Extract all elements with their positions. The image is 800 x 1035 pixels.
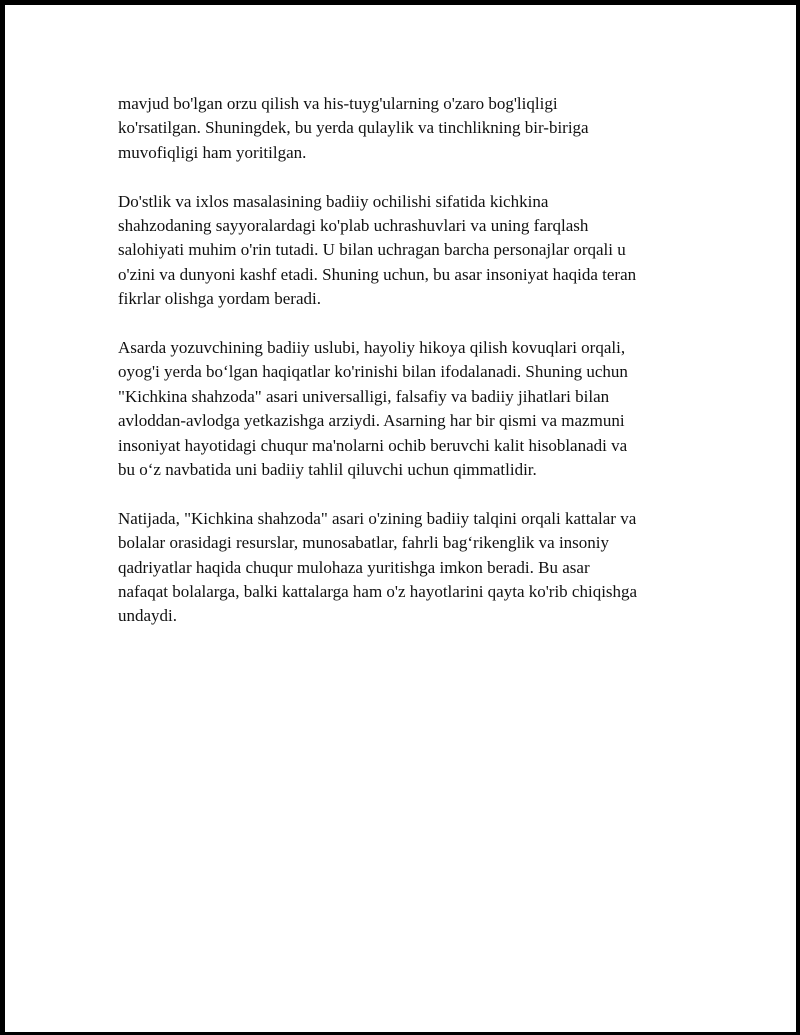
text-line: "Kichkina shahzoda" asari universalligi, falsafiy va badiiy jihatlari bilan <box>118 386 610 406</box>
paragraph <box>118 507 698 629</box>
text-line: Do'stlik va ixlos masalasining badiiy ochilishi sifatida kichkina <box>118 191 549 211</box>
text-line: insoniyat hayotidagi chuqur ma'nolarni ochib beruvchi kalit hisoblanadi va <box>118 435 628 455</box>
text-line: muvofiqligi ham yoritilgan. <box>118 142 307 162</box>
text-line: nafaqat bolalarga, balki kattalarga ham o'z hayotlarini qayta ko'rib chiqishga <box>118 582 638 602</box>
paragraph <box>118 92 698 165</box>
document-body <box>118 92 698 653</box>
paragraph <box>118 190 698 312</box>
text-line: undaydi. <box>118 606 178 626</box>
text-line: Asarda yozuvchining badiiy uslubi, hayoliy hikoya qilish kovuqlari orqali, <box>118 338 626 358</box>
text-line: shahzodaning sayyoralardagi ko'plab uchrashuvlari va uning farqlash <box>118 216 589 236</box>
text-line: ko'rsatilgan. Shuningdek, bu yerda qulaylik va tinchlikning bir-biriga <box>118 118 589 138</box>
text-line: fikrlar olishga yordam beradi. <box>118 289 321 309</box>
text-line: bu o‘z navbatida uni badiiy tahlil qiluvchi uchun qimmatlidir. <box>118 460 537 480</box>
text-line: Natijada, "Kichkina shahzoda" asari o'zining badiiy talqini orqali kattalar va <box>118 508 637 528</box>
text-line: avloddan-avlodga yetkazishga arziydi. Asarning har bir qismi va mazmuni <box>118 411 625 431</box>
text-line: bolalar orasidagi resurslar, munosabatlar, fahrli bag‘rikenglik va insoniy <box>118 533 610 553</box>
text-line: oyog'i yerda bo‘lgan haqiqatlar ko'rinishi bilan ifodalanadi. Shuning uchun <box>118 362 628 382</box>
text-line: mavjud bo'lgan orzu qilish va his-tuyg'ularning o'zaro bog'liqligi <box>118 94 558 113</box>
paragraph <box>118 336 698 482</box>
text-line: o'zini va dunyoni kashf etadi. Shuning uchun, bu asar insoniyat haqida teran <box>118 264 637 284</box>
text-line: qadriyatlar haqida chuqur mulohaza yuritishga imkon beradi. Bu asar <box>118 557 590 577</box>
text-line: salohiyati muhim o'rin tutadi. U bilan uchragan barcha personajlar orqali u <box>118 240 626 260</box>
